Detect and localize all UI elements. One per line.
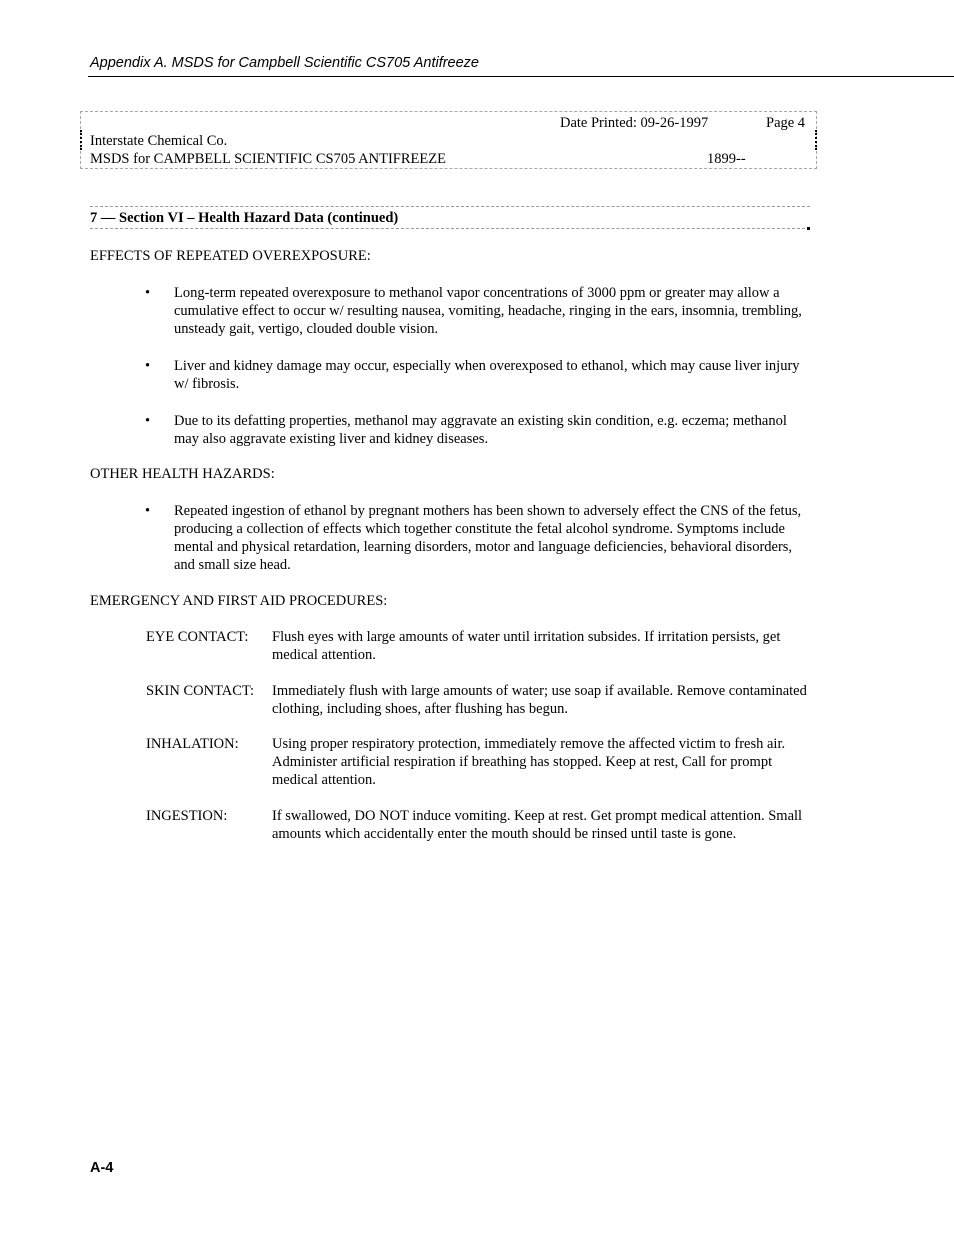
first-aid-heading: EMERGENCY AND FIRST AID PROCEDURES:: [90, 593, 388, 609]
msds-code: 1899--: [707, 151, 746, 167]
repeated-overexposure-heading: EFFECTS OF REPEATED OVEREXPOSURE:: [90, 248, 371, 264]
running-header: Appendix A. MSDS for Campbell Scientific CS705 Antifreeze: [90, 55, 479, 71]
first-aid-label: INHALATION:: [146, 736, 239, 752]
other-hazards-heading: OTHER HEALTH HAZARDS:: [90, 466, 275, 482]
list-item-text: Long-term repeated overexposure to methanol vapor concentrations of 3000 ppm or greater may allow a cumulative effect to occur w/ resulting nausea, vomiting, headache, ringing in the ears, insomnia, trembling, unsteady gait, vertigo, clouded double vision.: [174, 285, 802, 337]
section-title: 7 — Section VI – Health Hazard Data (continued): [90, 210, 399, 226]
bullet-icon: •: [145, 503, 151, 519]
first-aid-label: INGESTION:: [146, 808, 228, 824]
section-rule-dot: [807, 227, 810, 230]
first-aid-label: SKIN CONTACT:: [146, 683, 255, 699]
first-aid-text: Immediately flush with large amounts of water; use soap if available. Remove contaminated clothing, including shoes, after flushing has begun.: [272, 683, 807, 717]
list-item-text: Liver and kidney damage may occur, especially when overexposed to ethanol, which may cause liver injury w/ fibrosis.: [174, 358, 800, 392]
first-aid-label: EYE CONTACT:: [146, 629, 249, 645]
date-printed: Date Printed: 09-26-1997: [560, 115, 709, 131]
first-aid-text: Flush eyes with large amounts of water until irritation subsides. If irritation persists, get medical attention.: [272, 629, 781, 663]
list-item-text: Repeated ingestion of ethanol by pregnant mothers has been shown to adversely effect the CNS of the fetus, producing a collection of effects which together constitute the fetal alcohol syndrome. Symptoms include mental and physical retardation, learning disorders, motor and language deficiencies, behavioral disorders, and small size head.: [174, 503, 802, 573]
page-number: A-4: [90, 1160, 114, 1176]
box-left-mark: [80, 130, 82, 150]
first-aid-text: Using proper respiratory protection, immediately remove the affected victim to fresh air. Administer artificial respiration if breathing has stopped. Keep at rest, Call for prompt medical attention.: [272, 736, 786, 788]
first-aid-text: If swallowed, DO NOT induce vomiting. Keep at rest. Get prompt medical attention. Small amounts which accidentally enter the mouth should be rinsed until taste is gone.: [272, 808, 803, 842]
msds-title: MSDS for CAMPBELL SCIENTIFIC CS705 ANTIFREEZE: [90, 151, 446, 167]
company-name: Interstate Chemical Co.: [90, 133, 228, 149]
box-right-mark: [815, 130, 817, 150]
bullet-icon: •: [145, 413, 151, 429]
section-bottom-rule: [90, 228, 810, 229]
header-rule: [88, 76, 954, 77]
bullet-icon: •: [145, 358, 151, 374]
page-label: Page 4: [766, 115, 806, 131]
bullet-icon: •: [145, 285, 151, 301]
section-top-rule: [90, 206, 810, 207]
list-item-text: Due to its defatting properties, methanol may aggravate an existing skin condition, e.g. eczema; methanol may also aggravate existing liver and kidney diseases.: [174, 413, 787, 447]
